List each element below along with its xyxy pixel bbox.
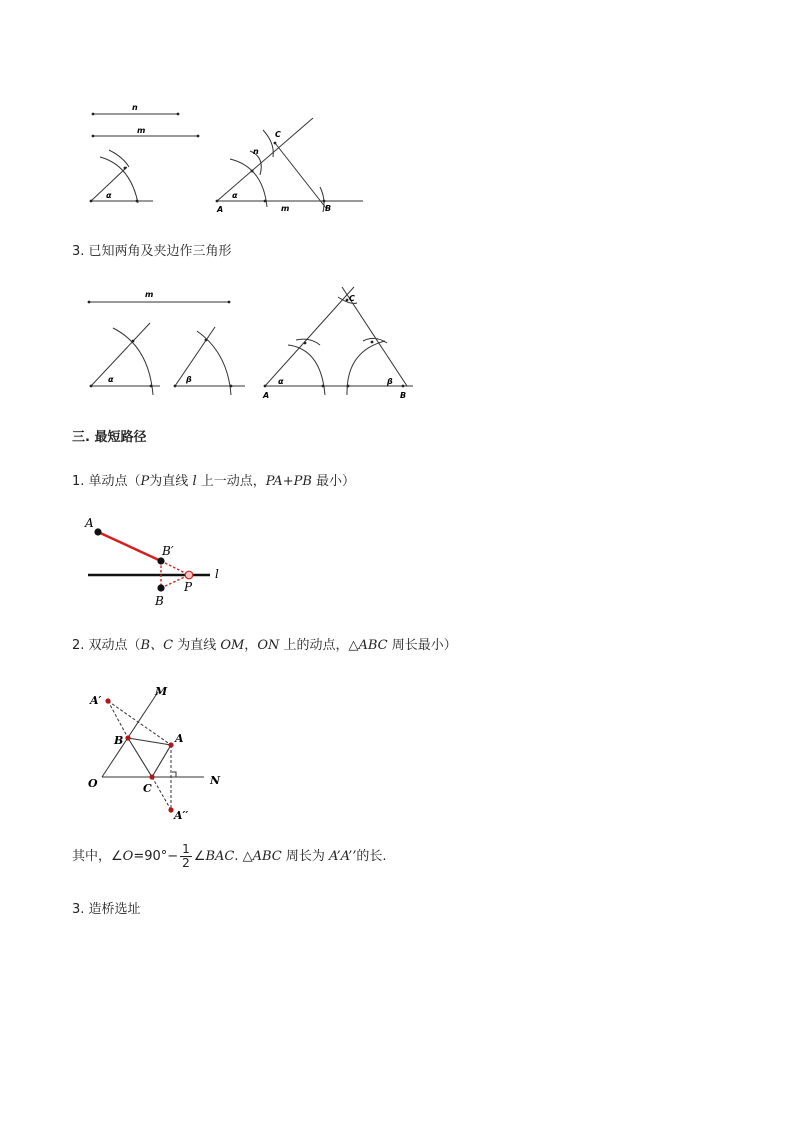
label-A: A bbox=[217, 205, 224, 214]
label-A: A bbox=[263, 391, 270, 400]
label-B: B bbox=[114, 734, 124, 747]
label-A: A bbox=[175, 732, 184, 745]
label-m-2: m bbox=[281, 204, 290, 213]
label-alpha-2: α bbox=[232, 191, 238, 200]
fraction: $\frac{1}{2}$ bbox=[182, 842, 190, 870]
figure-double-moving-point bbox=[80, 680, 230, 825]
label-C: C bbox=[349, 294, 355, 303]
section-title: 三. 最短路径 bbox=[72, 430, 147, 445]
label-B-prime: B′ bbox=[162, 544, 174, 558]
label-m: m bbox=[145, 290, 154, 299]
label-m: m bbox=[137, 126, 146, 135]
label-beta: β bbox=[186, 375, 192, 384]
label-l: l bbox=[215, 567, 219, 581]
figure-single-moving-point bbox=[80, 510, 240, 610]
figure-construct-sas bbox=[85, 95, 370, 215]
label-C: C bbox=[143, 782, 152, 795]
label-beta-2: β bbox=[387, 377, 393, 386]
label-C: C bbox=[275, 130, 281, 139]
label-n: n bbox=[132, 103, 138, 112]
item-2-heading: 2. 双动点（B、C 为直线 OM，ON 上的动点，△ABC 周长最小） bbox=[72, 638, 457, 653]
label-N: N bbox=[210, 774, 221, 787]
label-alpha-2: α bbox=[278, 377, 284, 386]
label-A-double-prime: A′′ bbox=[174, 809, 189, 822]
label-B: B bbox=[155, 594, 164, 608]
label-alpha: α bbox=[108, 375, 114, 384]
label-A-prime: A′ bbox=[90, 694, 102, 707]
label-B: B bbox=[400, 391, 407, 400]
label-M: M bbox=[155, 685, 168, 698]
label-B: B bbox=[325, 204, 332, 213]
label-A: A bbox=[85, 516, 94, 530]
item-1-heading: 1. 单动点（P为直线 l 上一动点，PA+PB 最小） bbox=[72, 474, 356, 489]
item-3b-heading: 3. 造桥选址 bbox=[72, 902, 141, 917]
item-3-heading: 3. 已知两角及夹边作三角形 bbox=[72, 244, 232, 259]
label-O: O bbox=[88, 777, 98, 790]
label-n-2: n bbox=[253, 147, 259, 156]
label-alpha: α bbox=[106, 191, 112, 200]
label-P: P bbox=[184, 580, 193, 594]
figure-construct-asa bbox=[85, 283, 415, 403]
note-formula: 其中，∠O=90°− $\frac{1}{2}$ ∠BAC. △ABC 周长为 A’A’’的长. bbox=[72, 842, 387, 870]
